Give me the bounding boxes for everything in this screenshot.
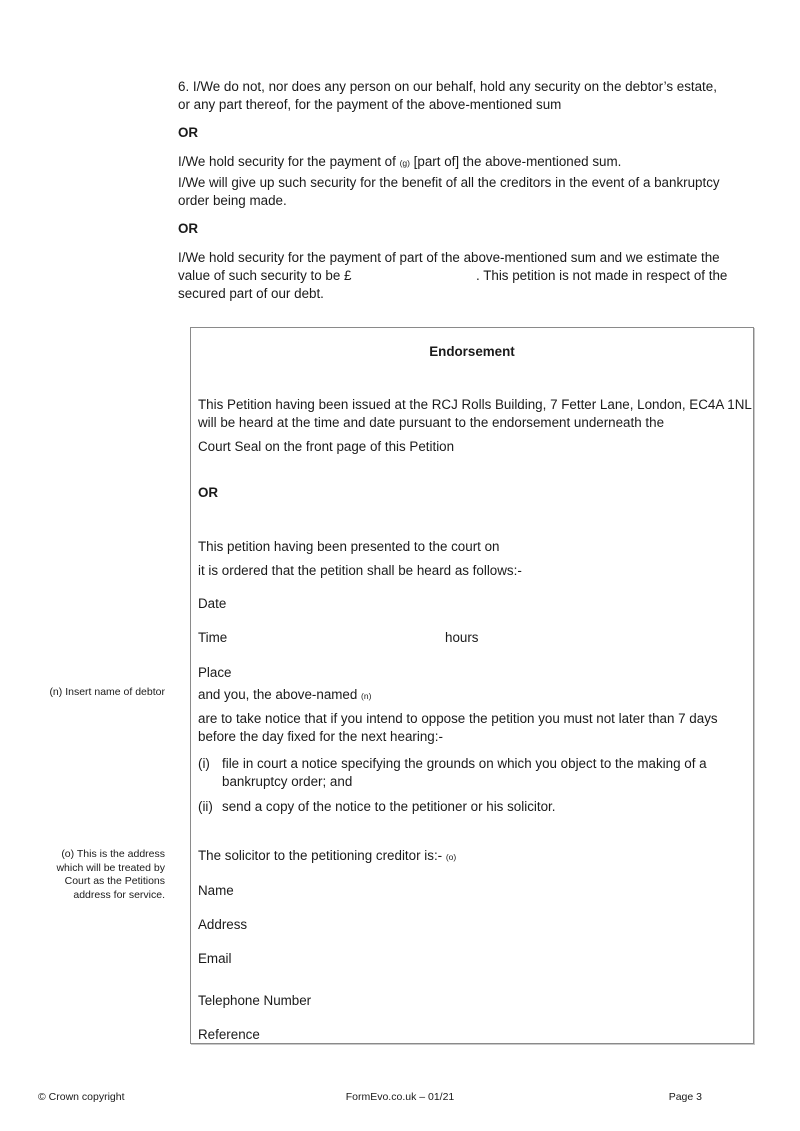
notice-statement [198, 710, 718, 746]
footer-copyright: © Crown copyright [38, 1091, 125, 1103]
security-statement-4-line3: secured part of our debt. [178, 286, 324, 301]
notice-line-2: before the day fixed for the next hearing:- [198, 729, 443, 744]
security-statement-4-line1: I/We hold security for the payment of part of the above-mentioned sum and we estimate the [178, 250, 720, 265]
solicitor-address-label: Address [198, 917, 248, 932]
notice-line-1: are to take notice that if you intend to oppose the petition you must not later than 7 days [198, 711, 718, 726]
solicitor-reference-label: Reference [198, 1027, 260, 1042]
margin-note-o-line1: (o) This is the address [61, 848, 165, 860]
footer-page-number: Page 3 [668, 1091, 702, 1103]
solicitor-name-label: Name [198, 883, 234, 898]
solicitor-telephone-label: Telephone Number [198, 993, 312, 1008]
notice-item-2: send a copy of the notice to the petitioner or his solicitor. [222, 799, 556, 814]
place-label: Place [198, 665, 232, 680]
security-statement-4 [178, 249, 728, 303]
above-named-line [198, 686, 371, 705]
security-statement-3-line1: I/We will give up such security for the benefit of all the creditors in the event of a bankruptcy [178, 175, 720, 190]
security-statement-1-line2: or any part thereof, for the payment of the above-mentioned sum [178, 97, 562, 112]
date-label: Date [198, 596, 227, 611]
or-separator-1: OR [178, 125, 199, 140]
or-separator-2: OR [178, 221, 199, 236]
notice-item-2-num: (ii) [198, 799, 213, 814]
time-label: Time [198, 630, 228, 645]
security-statement-2-post: [part of] the above-mentioned sum. [409, 154, 622, 169]
margin-note-o-line3: Court as the Petitions [64, 875, 165, 887]
solicitor-email-label: Email [198, 951, 232, 966]
margin-note-n: (n) Insert name of debtor [49, 686, 165, 698]
security-statement-3 [178, 174, 720, 210]
solicitor-intro: The solicitor to the petitioning creditor is:- [198, 848, 446, 863]
margin-note-o-line2: which will be treated by [56, 861, 165, 874]
footer-form-ref: FormEvo.co.uk – 01/21 [345, 1091, 455, 1103]
security-statement-1-line1: 6. I/We do not, nor does any person on our behalf, hold any security on the debtor’s estate, [178, 79, 717, 94]
issued-statement [198, 396, 752, 432]
security-statement-4-line2 [178, 267, 728, 285]
notice-item-1 [222, 755, 707, 791]
endorsement-title: Endorsement [429, 344, 515, 359]
solicitor-intro-line [198, 847, 456, 866]
security-statement-1 [178, 78, 717, 114]
margin-note-o [20, 848, 165, 902]
notice-item-1-line1: file in court a notice specifying the grounds on which you object to the making of a [222, 756, 707, 771]
above-named-text: and you, the above-named [198, 687, 362, 702]
security-statement-4-line2-rest: . This petition is not made in respect of the [476, 268, 728, 283]
presented-line-1: This petition having been presented to the court on [198, 539, 500, 554]
note-marker-n: (n) [361, 691, 372, 701]
note-marker-o: (o) [445, 852, 457, 862]
security-value-label: value of such security to be £ [178, 268, 352, 283]
hours-label: hours [445, 630, 479, 645]
issued-line-1: This Petition having been issued at the RCJ Rolls Building, 7 Fetter Lane, London, EC4A 1NL [198, 397, 752, 412]
security-statement-3-line2: order being made. [178, 193, 287, 208]
margin-note-o-line4: address for service. [73, 888, 165, 901]
endorsement-or: OR [198, 485, 219, 500]
notice-item-1-line2: bankruptcy order; and [222, 774, 353, 789]
presented-line-2: it is ordered that the petition shall be heard as follows:- [198, 563, 522, 578]
issued-line-2: will be heard at the time and date pursuant to the endorsement underneath the [198, 415, 665, 430]
security-statement-2 [178, 153, 621, 172]
notice-item-1-num: (i) [198, 756, 210, 771]
security-statement-2-pre: I/We hold security for the payment of [178, 154, 400, 169]
issued-line-3: Court Seal on the front page of this Petition [198, 439, 455, 454]
note-marker-g: (g) [399, 158, 410, 168]
